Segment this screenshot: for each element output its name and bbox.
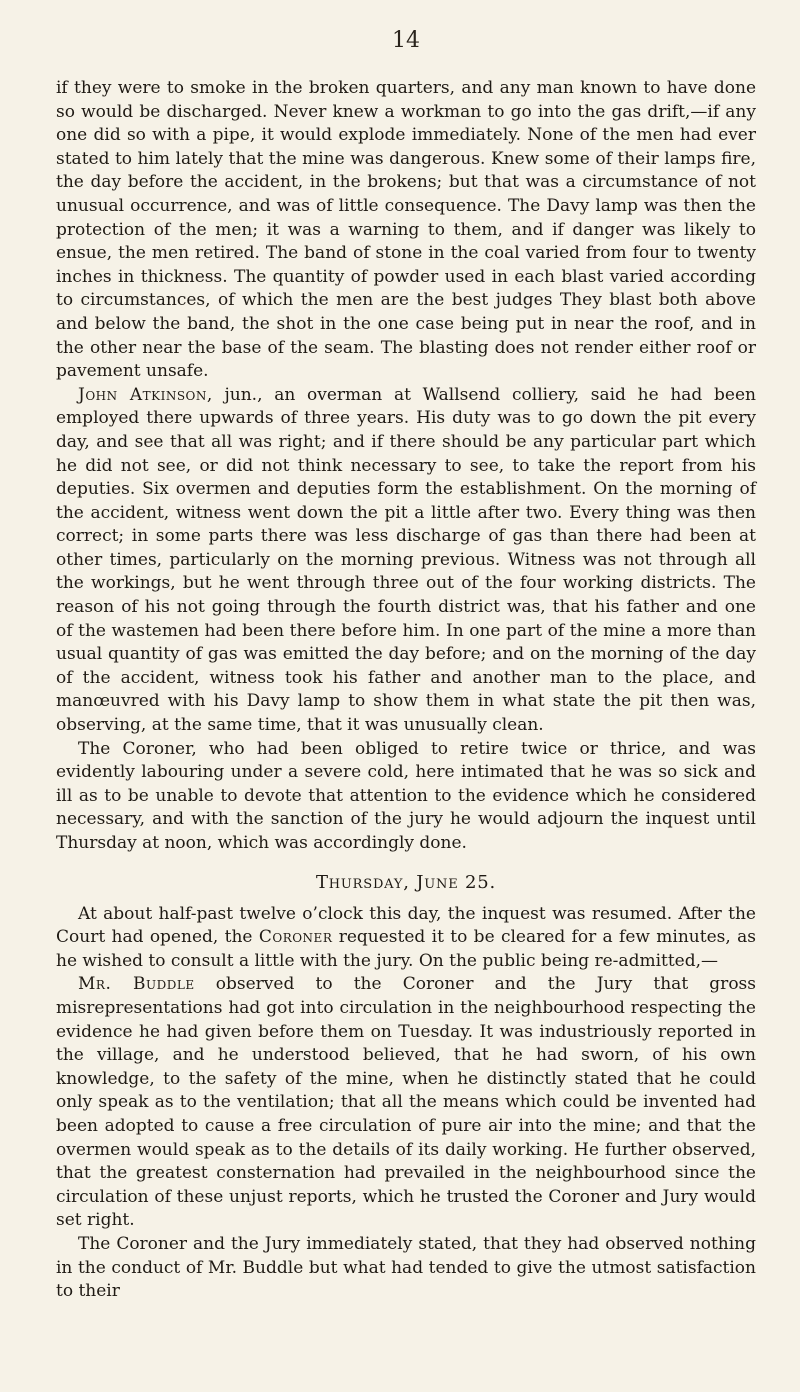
paragraph-atkinson-text: jun., an overman at Wallsend colliery, said he had been employed there upwards of three years. His duty was to go down the pit every day, and see that all was right; and if there should be any particular part which he did not see, or did not think necessary to see, to take the report from his deputies. Six overmen and deputies form the establishment. On the morning of the accident, witness went down the pit a little after two. Every thing was then correct; in some parts there was less discharge of gas than there had been at other times, particularly on the morning previous. Witness was not through all the workings, but he went through three out of the four working districts. The reason of his not going through the fourth district was, that his father and one of the wastemen had been there before him. In one part of the mine a more than usual quantity of gas was emitted the day before; and on the morning of the day of the accident, witness took his father and another man to the place, and manœuvred with his Davy lamp to show them in what state the pit then was, observing, at the same time, that it was unusually clean.: [56, 384, 756, 736]
paragraph-final: The Coroner and the Jury immediately stated, that they had observed nothing in the conduct of Mr. Buddle but what had tended to give the utmost satisfaction to their: [56, 1233, 756, 1302]
paragraph-1: if they were to smoke in the broken quarters, and any man known to have done so would be discharged. Never knew a workman to go into the gas drift,—if any one did so with a pipe, it would explode immediately. None of the men had ever stated to him lately that the mine was dangerous. Knew some of their lamps fire, the day before the accident, in the brokens; but that was a circumstance of not unusual occurrence, and was of little consequence. The Davy lamp was then the protection of the men; it was a warning to them, and if danger was likely to ensue, the men retired. The band of stone in the coal varied from four to twenty inches in thickness. The quantity of powder used in each blast varied according to circumstances, of which the men are the best judges They blast both above and below the band, the shot in the one case being put in near the roof, and in the other near the base of the seam. The blasting does not render either roof or pavement unsafe.: [56, 78, 756, 382]
speaker-name: Mr. Buddle: [78, 974, 195, 995]
witness-name: John Atkinson,: [78, 384, 213, 405]
page-number: 14: [392, 28, 420, 53]
paragraph-resumed-text-1: At about half-past twelve o’clock this day, the inquest was resumed. After the Court had opened, the: [56, 903, 756, 948]
paragraph-atkinson: [56, 384, 756, 738]
paragraph-buddle-text: observed to the Coroner and the Jury that gross misrepresentations had got into circulation in the neighbourhood respecting the evidence he had given before them on Tuesday. It was industriously reported in the village, and he understood believed, that he had sworn, of his own knowledge, to the safety of the mine, when he distinctly stated that he could only speak as to the ventilation; that all the means which could be invented had been adopted to cause a free circulation of pure air into the mine; and that the overmen would speak as to the details of its daily working. He further observed, that the greatest consternation had prevailed in the neighbourhood since the circulation of these unjust reports, which he trusted the Coroner and Jury would set right.: [56, 974, 756, 1231]
paragraph-resumed: [56, 903, 756, 974]
paragraph-resumed-text-2: requested it to be cleared for a few minutes, as he wished to consult a little with the jury. On the public being re-admitted,—: [56, 927, 756, 971]
coroner-smallcaps: Coroner: [258, 927, 333, 948]
date-heading: Thursday, June 25.: [315, 871, 497, 893]
paragraph-buddle: [56, 973, 756, 1233]
document-page: [56, 28, 756, 1304]
paragraph-coroner-adjourn: The Coroner, who had been obliged to retire twice or thrice, and was evidently labouring under a severe cold, here intimated that he was so sick and ill as to be unable to devote that attention to the evidence which he considered necessary, and with the sanction of the jury he would adjourn the inquest until Thursday at noon, which was accordingly done.: [56, 738, 756, 853]
